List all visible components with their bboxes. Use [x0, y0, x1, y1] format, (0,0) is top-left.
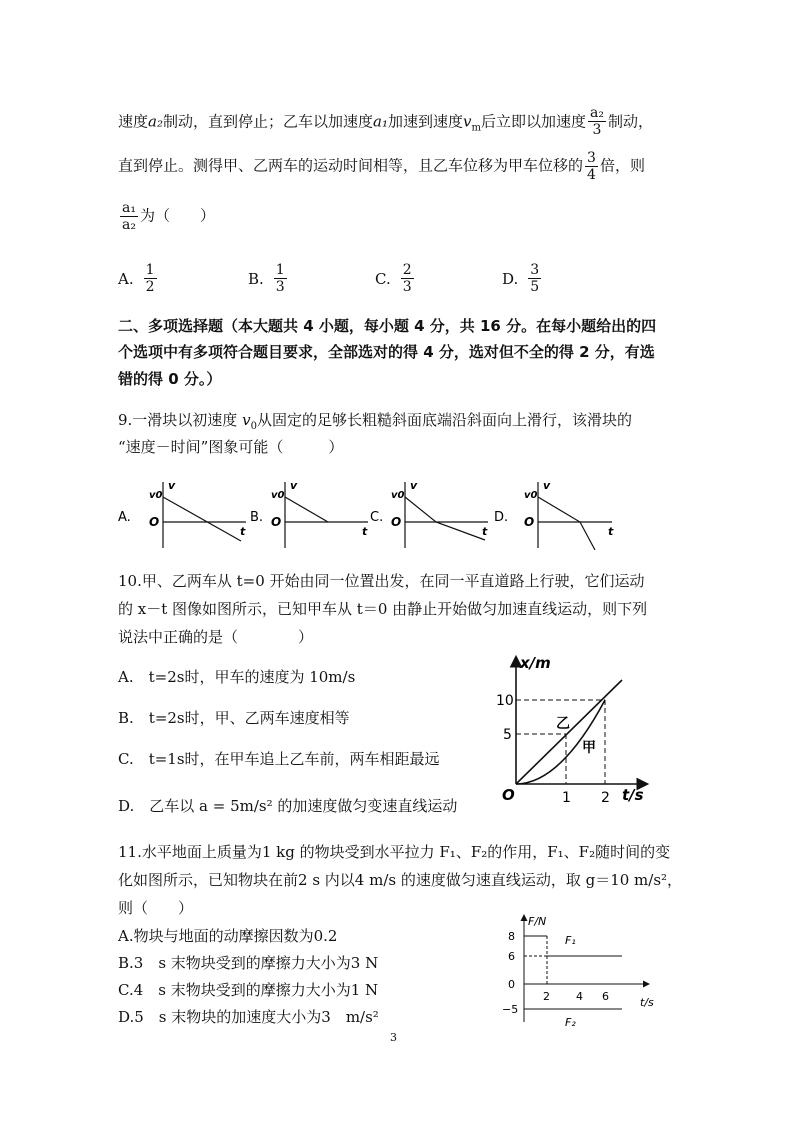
q10-stem-line3: 说法中正确的是（ ）	[118, 628, 314, 646]
svg-text:v: v	[543, 479, 551, 492]
q8-stem-line2: 直到停止。测得甲、乙两车的运动时间相等，且乙车位移为甲车位移的 $\frac{3}{4}$ 倍，则	[118, 150, 645, 183]
q8-stem-line1: 速度a₂制动，直到停止；乙车以加速度a₁加速到速度$v_m$后立即以加速度 $\frac{\text{a₂}}{3}$ 制动，	[118, 105, 653, 138]
svg-text:t/s: t/s	[640, 996, 654, 1009]
q9-graph-c[interactable]	[391, 479, 488, 548]
svg-text:4: 4	[576, 990, 583, 1003]
svg-text:O: O	[502, 786, 515, 804]
svg-text:v: v	[410, 479, 418, 492]
q9-graphs	[118, 478, 638, 550]
svg-text:t: t	[362, 525, 368, 538]
svg-text:O: O	[271, 515, 282, 529]
q9-graph-d[interactable]	[524, 479, 614, 550]
svg-text:6: 6	[508, 950, 515, 963]
svg-text:v0: v0	[391, 490, 405, 501]
svg-text:2: 2	[601, 790, 610, 804]
q10-option-a[interactable]: A. t=2s时，甲车的速度为 10m/s	[118, 668, 356, 686]
q11-stem-line2: 化如图所示，已知物块在前2 s 内以4 m/s 的速度做匀速直线运动，取 g＝10 m/s²，	[118, 871, 683, 889]
q8-stem-line3: $\frac{\text{a₁}}{\text{a₂}}$ 为（ ）	[122, 200, 215, 233]
svg-text:8: 8	[508, 930, 515, 943]
svg-text:6: 6	[602, 990, 609, 1003]
q9-graph-a[interactable]	[149, 479, 246, 548]
q10-stem-line2: 的 x－t 图像如图所示，已知甲车从 t＝0 由静止开始做匀加速直线运动，则下列	[118, 600, 648, 618]
q11-option-a[interactable]: A.物块与地面的动摩擦因数为0.2	[118, 927, 338, 945]
q11-option-c[interactable]: C.4 s 末物块受到的摩擦力大小为1 N	[118, 981, 379, 999]
svg-text:v: v	[290, 479, 298, 492]
svg-text:t/s: t/s	[622, 786, 644, 804]
q11-stem-line3: 则（ ）	[118, 899, 194, 917]
svg-text:v: v	[168, 479, 176, 492]
q9-stem-line2: “速度－时间”图象可能（ ）	[118, 438, 344, 456]
q8-option-b[interactable]: B. $\frac{1}{3}$	[248, 262, 285, 295]
q10-stem-line1: 10.甲、乙两车从 t=0 开始由同一位置出发，在同一平直道路上行驶，它们运动	[118, 572, 645, 590]
section2-line1: 二、多项选择题（本大题共 4 小题，每小题 4 分，共 16 分。在每小题给出的四	[118, 317, 657, 335]
q10-option-c[interactable]: C. t=1s时，在甲车追上乙车前，两车相距最远	[118, 750, 440, 768]
svg-text:t: t	[240, 525, 246, 538]
svg-text:F/N: F/N	[528, 915, 547, 928]
svg-text:t: t	[608, 525, 614, 538]
q10-option-d[interactable]: D. 乙车以 a = 5m/s² 的加速度做匀变速直线运动	[118, 797, 458, 815]
section2-line2: 个选项中有多项符合题目要求，全部选对的得 4 分，选对但不全的得 2 分，有选	[118, 343, 655, 361]
svg-text:2: 2	[543, 990, 550, 1003]
svg-text:O: O	[149, 515, 160, 529]
q9-graph-b[interactable]	[271, 479, 368, 548]
svg-text:1: 1	[562, 790, 571, 804]
svg-text:−5: −5	[502, 1003, 519, 1016]
svg-text:F₁: F₁	[565, 934, 576, 947]
q8-option-a[interactable]: A. $\frac{1}{2}$	[118, 262, 155, 295]
svg-text:乙: 乙	[556, 716, 570, 732]
svg-text:x/m: x/m	[520, 654, 551, 672]
q11-option-d[interactable]: D.5 s 末物块的加速度大小为3 m/s²	[118, 1008, 379, 1026]
svg-text:v0: v0	[524, 490, 538, 501]
q10-line-yi	[516, 680, 622, 784]
section2-line3: 错的得 0 分。）	[118, 370, 222, 388]
svg-text:0: 0	[508, 978, 515, 991]
q11-option-b[interactable]: B.3 s 末物块受到的摩擦力大小为3 N	[118, 954, 379, 972]
svg-text:5: 5	[503, 727, 512, 743]
q10-option-b[interactable]: B. t=2s时，甲、乙两车速度相等	[118, 709, 350, 727]
q9-label-c: C.	[370, 510, 384, 525]
svg-text:10: 10	[496, 693, 514, 709]
svg-text:v0: v0	[149, 490, 163, 501]
q8-option-c[interactable]: C. $\frac{2}{3}$	[375, 262, 412, 295]
q9-label-d: D.	[494, 510, 509, 525]
svg-text:v0: v0	[271, 490, 285, 501]
svg-text:t: t	[482, 525, 488, 538]
svg-text:甲: 甲	[582, 740, 596, 756]
q9-label-b: B.	[250, 510, 264, 525]
q8-option-d[interactable]: D. $\frac{3}{5}$	[502, 262, 540, 295]
svg-text:O: O	[391, 515, 402, 529]
q9-label-a: A.	[118, 510, 131, 525]
svg-text:F₂: F₂	[565, 1016, 576, 1029]
page-number: 3	[390, 1031, 397, 1044]
q11-stem-line1: 11.水平地面上质量为1 kg 的物块受到水平拉力 F₁、F₂的作用，F₁、F₂随时间的变	[118, 843, 671, 861]
svg-text:O: O	[524, 515, 535, 529]
q9-stem-line1: 9.一滑块以初速度 $v_0$从固定的足够长粗糙斜面底端沿斜面向上滑行，该滑块的	[118, 411, 632, 432]
q11-force-graph	[500, 910, 670, 1032]
q10-xt-graph	[488, 652, 658, 804]
